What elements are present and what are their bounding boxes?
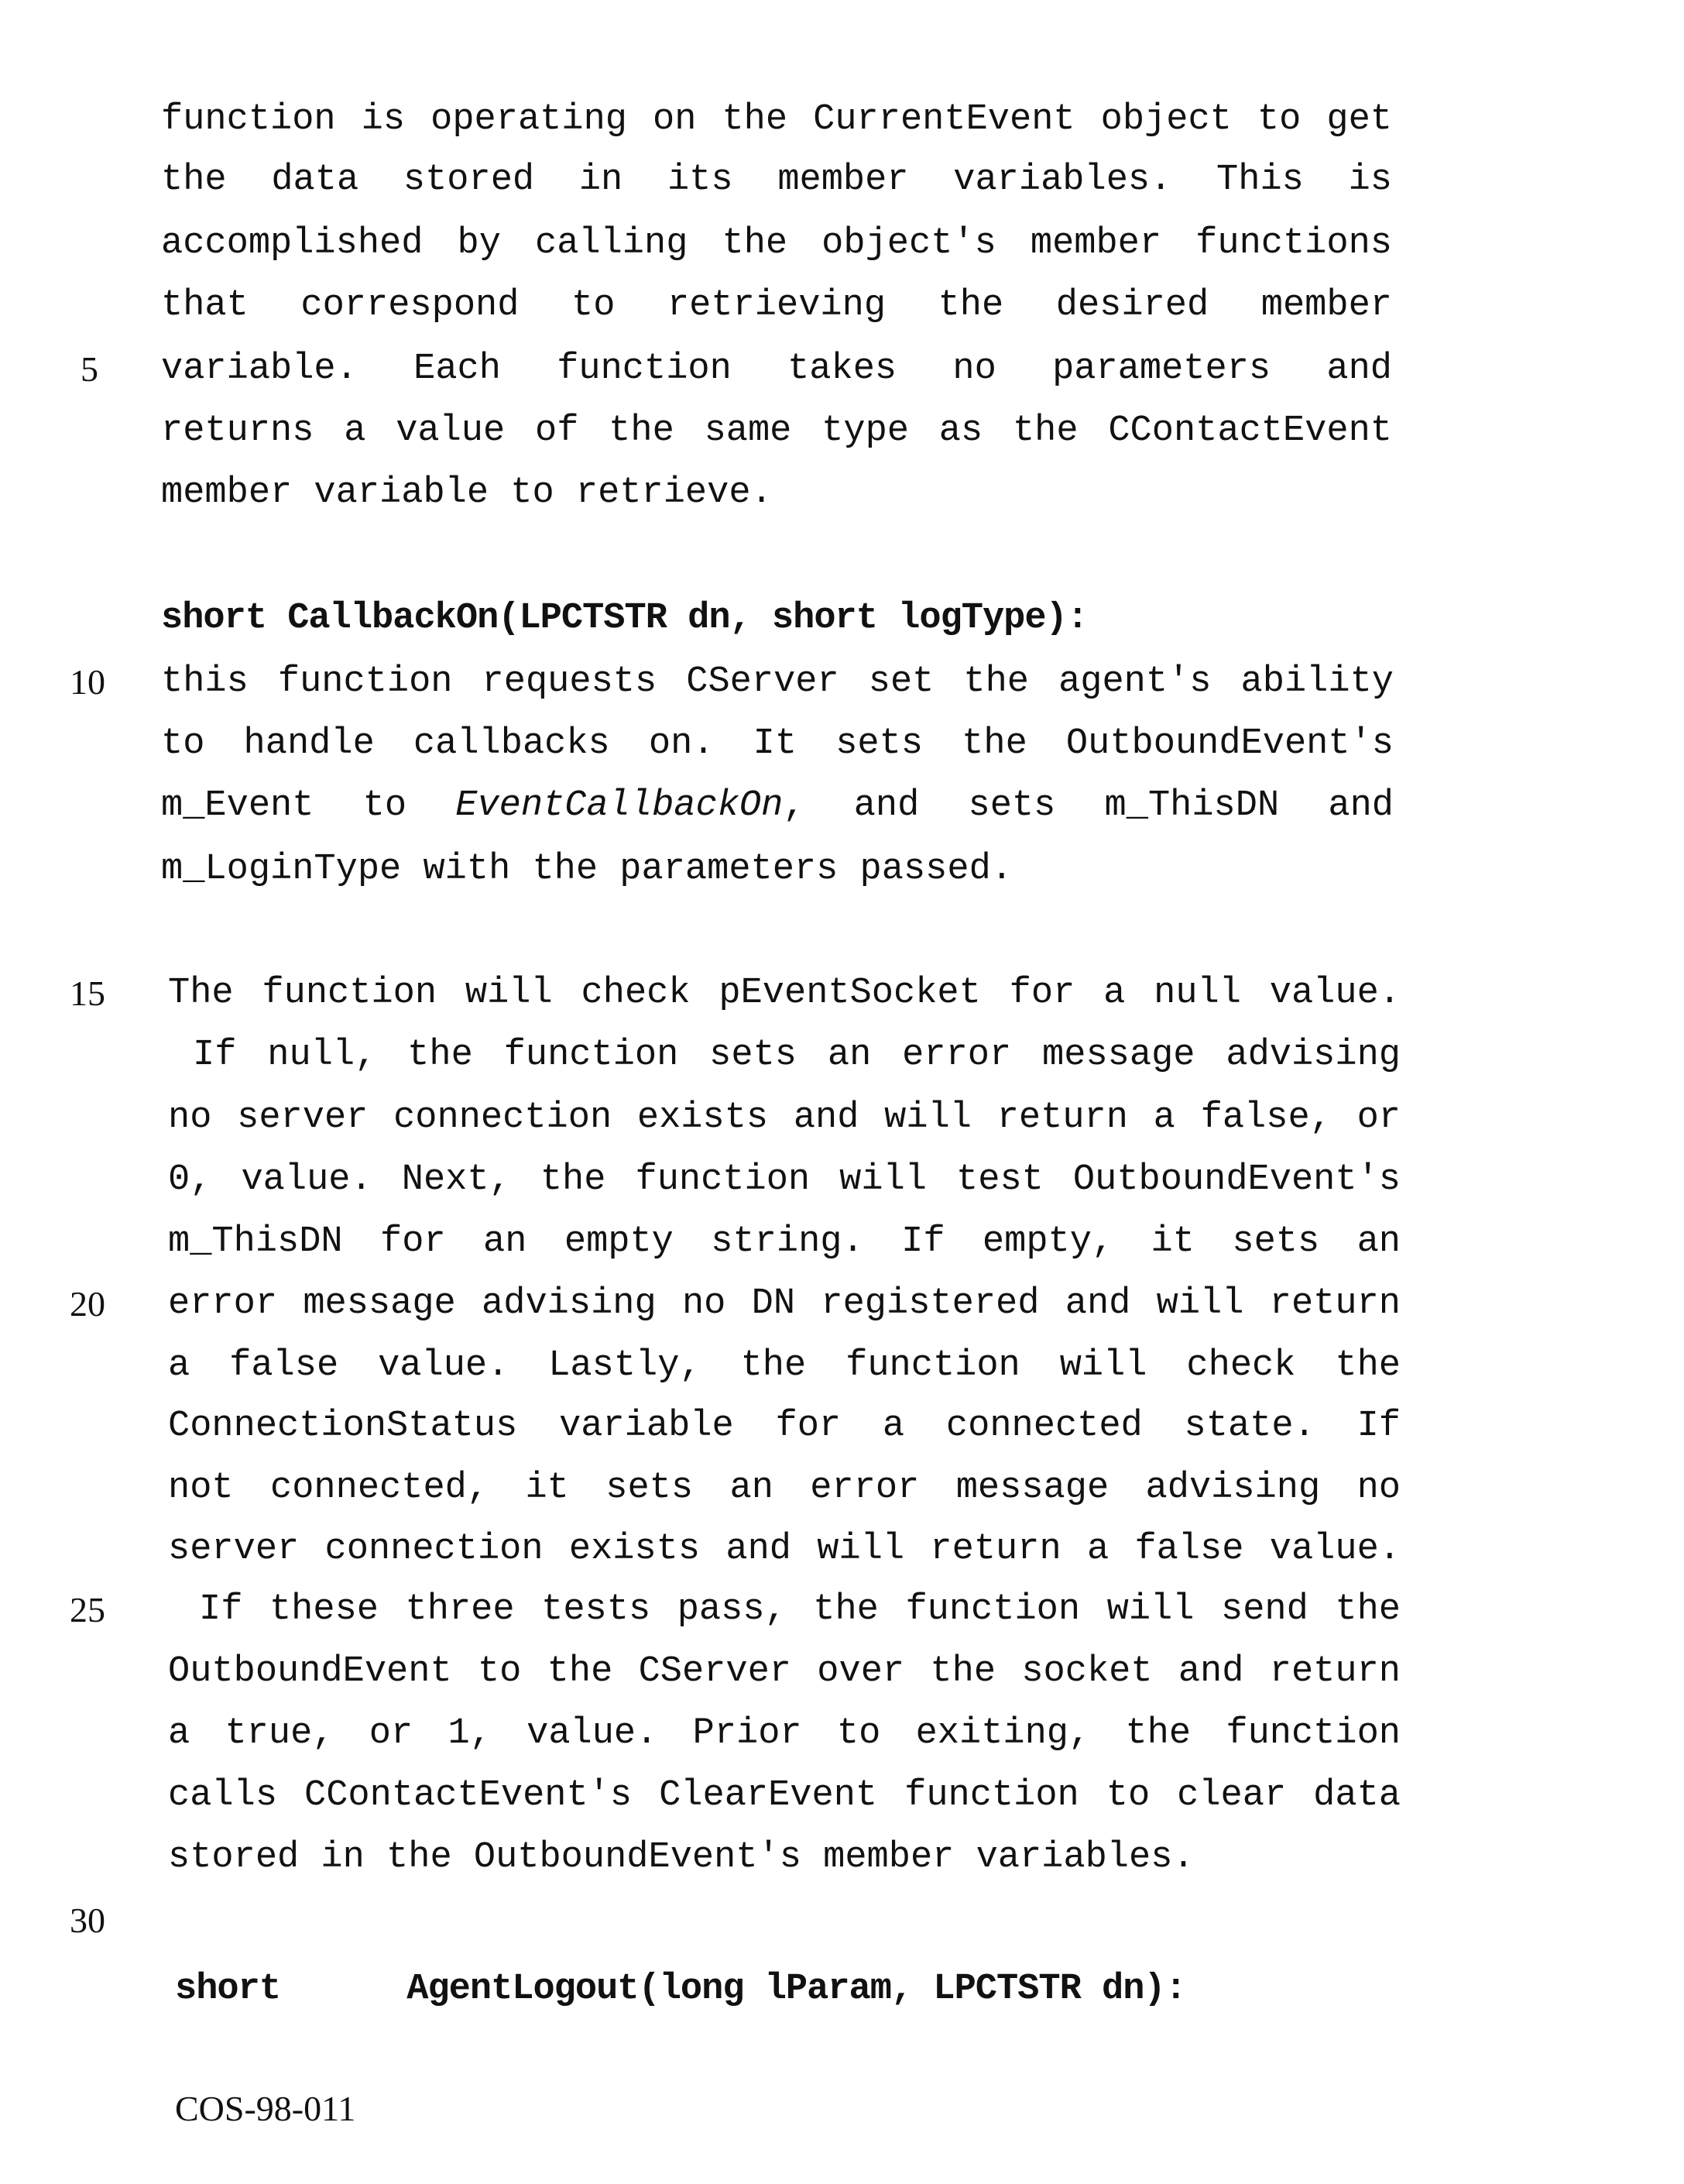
text-segment: , and sets m_ThisDN and	[783, 785, 1394, 826]
line-number: 25	[70, 1587, 105, 1633]
heading-callbackon: short CallbackOn(LPCTSTR dn, short logType):	[161, 596, 1088, 642]
heading-agentlogout: short AgentLogout(long lParam, LPCTSTR dn):	[175, 1966, 1186, 2013]
text-line: to handle callbacks on. It sets the OutboundEvent's	[161, 721, 1394, 767]
text-line	[161, 783, 1394, 829]
line-number: 10	[70, 659, 105, 706]
text-line: If null, the function sets an error message advising	[193, 1032, 1401, 1079]
text-line: a true, or 1, value. Prior to exiting, the function	[168, 1711, 1401, 1757]
text-line: member variable to retrieve.	[161, 470, 773, 517]
text-line: OutboundEvent to the CServer over the socket and return	[168, 1649, 1401, 1695]
line-number: 30	[70, 1897, 105, 1944]
text-line: If these three tests pass, the function will send the	[199, 1587, 1401, 1633]
text-line: error message advising no DN registered and will return	[168, 1281, 1401, 1327]
text-line: a false value. Lastly, the function will check the	[168, 1343, 1401, 1389]
text-line: this function requests CServer set the agent's ability	[161, 659, 1394, 706]
line-number: 15	[70, 970, 105, 1017]
text-segment: m_Event to	[161, 785, 455, 826]
text-line: m_LoginType with the parameters passed.	[161, 846, 1013, 893]
text-line: the data stored in its member variables. This is	[161, 157, 1392, 204]
text-line: not connected, it sets an error message advising no	[168, 1465, 1401, 1512]
text-line: no server connection exists and will return a false, or	[168, 1095, 1401, 1142]
line-number: 5	[81, 346, 98, 393]
text-line: m_ThisDN for an empty string. If empty, it sets an	[168, 1219, 1401, 1265]
text-line: server connection exists and will return a false value.	[168, 1526, 1401, 1573]
text-line: accomplished by calling the object's member functions	[161, 221, 1392, 267]
text-line: calls CContactEvent's ClearEvent function to clear data	[168, 1773, 1401, 1819]
text-line: variable. Each function takes no parameters and	[161, 346, 1392, 393]
text-line: returns a value of the same type as the CContactEvent	[161, 408, 1392, 455]
text-line: function is operating on the CurrentEvent object to get	[161, 97, 1392, 143]
document-id-footer: COS-98-011	[175, 2086, 355, 2132]
italic-term: EventCallbackOn	[455, 785, 783, 826]
text-line: The function will check pEventSocket for a null value.	[168, 970, 1401, 1017]
text-line: 0, value. Next, the function will test OutboundEvent's	[168, 1157, 1401, 1204]
line-number: 20	[70, 1281, 105, 1327]
text-line: ConnectionStatus variable for a connected state. If	[168, 1403, 1401, 1450]
text-line: that correspond to retrieving the desired member	[161, 283, 1392, 329]
text-line: stored in the OutboundEvent's member variables.	[168, 1835, 1195, 1881]
